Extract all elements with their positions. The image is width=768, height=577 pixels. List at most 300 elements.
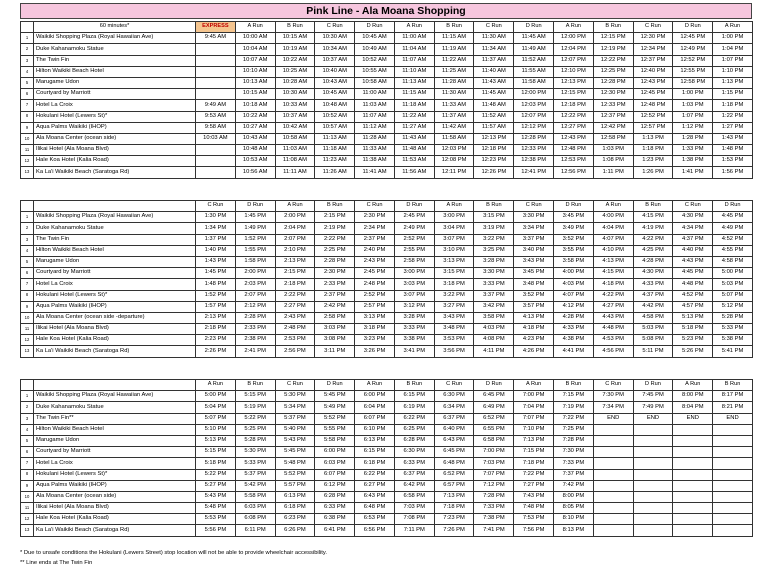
time-cell: 1:30 PM	[196, 212, 236, 223]
time-cell: 6:56 PM	[355, 525, 395, 536]
time-cell	[196, 167, 236, 178]
time-cell: 2:27 PM	[275, 301, 315, 312]
time-cell: 3:48 PM	[514, 279, 554, 290]
time-cell: 11:53 AM	[394, 156, 434, 167]
stop-number: 10	[21, 312, 34, 323]
stop-name: Waikiki Shopping Plaza (Royal Hawaiian Ave)	[34, 391, 196, 402]
run-header: C Run	[315, 22, 355, 33]
table-row	[21, 234, 753, 245]
run-header: D Run	[554, 201, 594, 212]
time-cell: 6:10 PM	[355, 424, 395, 435]
time-cell: 7:34 PM	[593, 402, 633, 413]
time-cell: 2:19 PM	[315, 223, 355, 234]
time-cell	[593, 447, 633, 458]
stop-number: 12	[21, 514, 34, 525]
time-cell: 1:57 PM	[196, 301, 236, 312]
time-cell: 8:04 PM	[673, 402, 713, 413]
time-cell: 4:37 PM	[673, 234, 713, 245]
time-cell: 4:04 PM	[593, 223, 633, 234]
time-cell: 7:33 PM	[554, 458, 594, 469]
time-cell: 3:25 PM	[474, 245, 514, 256]
time-cell: 8:00 PM	[554, 491, 594, 502]
time-cell: 1:43 PM	[196, 256, 236, 267]
time-cell: 12:55 PM	[673, 66, 713, 77]
time-cell: 5:07 PM	[713, 290, 753, 301]
time-cell: 1:13 PM	[713, 77, 753, 88]
stop-name: Ilikai Hotel (Ala Moana Blvd)	[34, 324, 196, 335]
time-cell: 12:18 PM	[474, 145, 514, 156]
table-row	[21, 525, 753, 536]
time-cell: 6:13 PM	[275, 491, 315, 502]
time-cell: 2:12 PM	[235, 301, 275, 312]
time-cell: 12:23 PM	[474, 156, 514, 167]
time-cell: 12:57 PM	[633, 122, 673, 133]
time-cell: 11:28 AM	[355, 133, 395, 144]
time-cell	[196, 66, 236, 77]
time-cell: 4:48 PM	[593, 324, 633, 335]
time-cell: 4:40 PM	[673, 245, 713, 256]
run-header: C Run	[275, 380, 315, 391]
time-cell: 8:10 PM	[554, 514, 594, 525]
time-cell: 5:37 PM	[235, 469, 275, 480]
time-cell: 10:48 AM	[235, 145, 275, 156]
stop-name: Ala Moana Center (ocean side -departure)	[34, 312, 196, 323]
time-cell: 3:45 PM	[514, 268, 554, 279]
time-cell: 5:15 PM	[235, 391, 275, 402]
time-cell: 6:33 PM	[315, 503, 355, 514]
time-cell: 4:55 PM	[713, 245, 753, 256]
time-cell: 6:58 PM	[474, 435, 514, 446]
time-cell: 7:26 PM	[434, 525, 474, 536]
time-cell: 4:38 PM	[554, 335, 594, 346]
time-cell: 3:38 PM	[394, 335, 434, 346]
time-cell: 4:15 PM	[633, 212, 673, 223]
time-cell: 7:22 PM	[514, 469, 554, 480]
time-cell: 2:52 PM	[394, 234, 434, 245]
time-cell: 7:42 PM	[554, 480, 594, 491]
time-cell: 11:34 AM	[474, 44, 514, 55]
time-cell: 10:45 AM	[355, 33, 395, 44]
time-cell: 10:15 AM	[275, 33, 315, 44]
table-row	[21, 301, 753, 312]
time-cell: 9:53 AM	[196, 111, 236, 122]
stop-number: 5	[21, 256, 34, 267]
time-cell: 8:17 PM	[713, 391, 753, 402]
page-title: Pink Line - Ala Moana Shopping	[20, 3, 752, 19]
time-cell: 7:10 PM	[514, 424, 554, 435]
stop-name: Marugame Udon	[34, 77, 196, 88]
time-cell: 4:58 PM	[713, 256, 753, 267]
time-cell: 11:57 AM	[474, 122, 514, 133]
run-header: D Run	[394, 201, 434, 212]
stop-number: 3	[21, 55, 34, 66]
time-cell: 12:28 PM	[514, 133, 554, 144]
time-cell: 1:07 PM	[713, 55, 753, 66]
time-cell: 3:04 PM	[434, 223, 474, 234]
time-cell: 10:52 AM	[315, 111, 355, 122]
time-cell: 1:12 PM	[673, 122, 713, 133]
time-cell: 4:07 PM	[554, 290, 594, 301]
run-header: C Run	[196, 201, 236, 212]
time-cell: 6:55 PM	[474, 424, 514, 435]
time-cell: 4:13 PM	[593, 256, 633, 267]
stop-number: 6	[21, 447, 34, 458]
time-cell: 2:30 PM	[355, 212, 395, 223]
time-cell: 3:08 PM	[315, 335, 355, 346]
time-cell: 4:19 PM	[633, 223, 673, 234]
time-cell: 10:42 AM	[275, 122, 315, 133]
time-cell	[713, 458, 753, 469]
run-header: C Run	[633, 22, 673, 33]
time-cell: 11:30 AM	[434, 89, 474, 100]
time-cell: 5:34 PM	[275, 402, 315, 413]
time-cell: 5:33 PM	[713, 324, 753, 335]
time-cell: 4:57 PM	[673, 301, 713, 312]
time-cell	[673, 435, 713, 446]
time-cell: 1:28 PM	[673, 133, 713, 144]
run-header: B Run	[315, 201, 355, 212]
time-cell: 12:42 PM	[593, 122, 633, 133]
time-cell: 2:48 PM	[355, 279, 395, 290]
stop-name: Ka La'i Waikiki Beach (Saratoga Rd)	[34, 525, 196, 536]
time-cell: 7:07 PM	[514, 413, 554, 424]
header-label	[34, 201, 196, 212]
time-cell: 2:07 PM	[235, 290, 275, 301]
time-cell: 10:19 AM	[275, 44, 315, 55]
header-label: 60 minutes*	[34, 22, 196, 33]
time-cell: 8:13 PM	[554, 525, 594, 536]
time-cell: 6:48 PM	[434, 458, 474, 469]
time-cell: 1:40 PM	[196, 245, 236, 256]
time-cell	[593, 458, 633, 469]
time-cell: 5:10 PM	[196, 424, 236, 435]
time-cell: 5:56 PM	[196, 525, 236, 536]
time-cell	[673, 469, 713, 480]
time-cell: 2:42 PM	[315, 301, 355, 312]
time-cell: 2:56 PM	[275, 346, 315, 357]
stop-name: Hokulani Hotel (Lewers St)*	[34, 111, 196, 122]
stop-name: Hale Koa Hotel (Kalia Road)	[34, 514, 196, 525]
time-cell: 12:07 PM	[514, 111, 554, 122]
time-cell: 6:13 PM	[355, 435, 395, 446]
stop-name: Hale Koa Hotel (Kalia Road)	[34, 156, 196, 167]
stop-name: The Twin Fin	[34, 234, 196, 245]
table-row	[21, 167, 753, 178]
time-cell: 4:22 PM	[593, 290, 633, 301]
time-cell: 3:27 PM	[434, 301, 474, 312]
time-cell	[713, 503, 753, 514]
stop-number: 11	[21, 145, 34, 156]
time-cell: 12:22 PM	[554, 111, 594, 122]
time-cell: 10:04 AM	[235, 44, 275, 55]
stop-number: 2	[21, 44, 34, 55]
table-row	[21, 145, 753, 156]
footnote-line-end: ** Line ends at The Twin Fin	[20, 560, 93, 566]
time-cell: 6:43 PM	[355, 491, 395, 502]
time-cell: 4:52 PM	[713, 234, 753, 245]
time-cell: 12:41 PM	[514, 167, 554, 178]
time-cell: 1:03 PM	[593, 145, 633, 156]
time-cell: END	[713, 413, 753, 424]
table-row	[21, 55, 753, 66]
time-cell: 1:48 PM	[713, 145, 753, 156]
time-cell: 1:49 PM	[235, 223, 275, 234]
time-cell: 10:53 AM	[235, 156, 275, 167]
stop-number: 9	[21, 122, 34, 133]
time-cell: 6:30 PM	[394, 447, 434, 458]
time-cell: 6:08 PM	[235, 514, 275, 525]
stop-number: 10	[21, 491, 34, 502]
stop-number: 4	[21, 66, 34, 77]
time-cell: 9:49 AM	[196, 100, 236, 111]
time-cell: 2:22 PM	[315, 234, 355, 245]
time-cell: 3:42 PM	[474, 301, 514, 312]
time-cell: END	[633, 413, 673, 424]
run-header: C Run	[474, 22, 514, 33]
table-row	[21, 503, 753, 514]
time-cell: 10:55 AM	[355, 66, 395, 77]
time-cell: 7:37 PM	[554, 469, 594, 480]
time-cell: 4:03 PM	[474, 324, 514, 335]
time-cell: 5:00 PM	[196, 391, 236, 402]
time-cell: 10:56 AM	[235, 167, 275, 178]
time-cell: 10:49 AM	[355, 44, 395, 55]
time-cell: 4:18 PM	[593, 279, 633, 290]
time-cell: 10:30 AM	[315, 33, 355, 44]
time-cell: 11:58 AM	[514, 77, 554, 88]
time-cell	[196, 44, 236, 55]
time-cell	[633, 503, 673, 514]
stop-name: Hotel La Croix	[34, 279, 196, 290]
time-cell: 4:10 PM	[593, 245, 633, 256]
header-row	[21, 380, 753, 391]
stop-name: Duke Kahanamoku Statue	[34, 223, 196, 234]
time-cell: 12:37 PM	[593, 111, 633, 122]
table-row	[21, 212, 753, 223]
stop-name: Ilikai Hotel (Ala Moana Blvd)	[34, 145, 196, 156]
time-cell: 11:11 AM	[275, 167, 315, 178]
time-cell: 4:25 PM	[633, 245, 673, 256]
table-row	[21, 312, 753, 323]
run-header: C Run	[355, 201, 395, 212]
time-cell: 6:57 PM	[434, 480, 474, 491]
time-cell: 6:37 PM	[394, 469, 434, 480]
time-cell: 10:34 AM	[315, 44, 355, 55]
time-cell: 10:37 AM	[315, 55, 355, 66]
time-cell: 3:33 PM	[394, 324, 434, 335]
table-row	[21, 111, 753, 122]
time-cell: 2:25 PM	[315, 245, 355, 256]
header-label	[34, 380, 196, 391]
time-cell: 10:30 AM	[275, 89, 315, 100]
time-cell: 4:43 PM	[593, 312, 633, 323]
time-cell: 5:45 PM	[275, 447, 315, 458]
table-row	[21, 256, 753, 267]
time-cell: 1:03 PM	[673, 100, 713, 111]
time-cell	[593, 503, 633, 514]
time-cell: 10:07 AM	[235, 55, 275, 66]
time-cell: 3:28 PM	[394, 312, 434, 323]
time-cell: 11:10 AM	[394, 66, 434, 77]
time-cell: 11:28 AM	[434, 77, 474, 88]
time-cell: 6:45 PM	[434, 447, 474, 458]
stop-name: Waikiki Shopping Plaza (Royal Hawaiian Ave)	[34, 212, 196, 223]
time-cell: 7:04 PM	[514, 402, 554, 413]
stop-number: 8	[21, 290, 34, 301]
time-cell: 3:00 PM	[434, 212, 474, 223]
time-cell	[673, 491, 713, 502]
time-cell: 2:15 PM	[275, 268, 315, 279]
time-cell: 6:48 PM	[355, 503, 395, 514]
schedule-table-morning	[20, 21, 753, 179]
time-cell: 11:48 AM	[394, 145, 434, 156]
time-cell: 2:18 PM	[196, 324, 236, 335]
time-cell: 12:12 PM	[514, 122, 554, 133]
run-header: A Run	[554, 22, 594, 33]
run-header: D Run	[633, 380, 673, 391]
time-cell: 12:15 PM	[554, 89, 594, 100]
time-cell: 1:00 PM	[713, 33, 753, 44]
time-cell: 12:03 PM	[514, 100, 554, 111]
time-cell: 2:49 PM	[394, 223, 434, 234]
time-cell: 1:18 PM	[633, 145, 673, 156]
stop-name: Courtyard by Marriott	[34, 447, 196, 458]
time-cell: 6:18 PM	[275, 503, 315, 514]
time-cell: 1:13 PM	[633, 133, 673, 144]
table-row	[21, 447, 753, 458]
time-cell: 6:07 PM	[355, 413, 395, 424]
time-cell: 6:34 PM	[434, 402, 474, 413]
time-cell: 11:45 AM	[514, 33, 554, 44]
stop-number: 11	[21, 324, 34, 335]
time-cell: 7:30 PM	[593, 391, 633, 402]
time-cell: 6:27 PM	[355, 480, 395, 491]
header-row	[21, 201, 753, 212]
table-row	[21, 279, 753, 290]
table-row	[21, 324, 753, 335]
time-cell: 7:33 PM	[474, 503, 514, 514]
time-cell: 12:00 PM	[514, 89, 554, 100]
time-cell: 5:03 PM	[633, 324, 673, 335]
time-cell: 4:08 PM	[474, 335, 514, 346]
time-cell: 3:43 PM	[514, 256, 554, 267]
stop-name: Duke Kahanamoku Statue	[34, 402, 196, 413]
time-cell: 10:00 AM	[235, 33, 275, 44]
time-cell: 6:38 PM	[315, 514, 355, 525]
time-cell: 1:58 PM	[235, 256, 275, 267]
time-cell: 4:13 PM	[514, 312, 554, 323]
time-cell: 5:45 PM	[315, 391, 355, 402]
time-cell: 12:53 PM	[554, 156, 594, 167]
time-cell: 2:43 PM	[275, 312, 315, 323]
time-cell: 5:18 PM	[196, 458, 236, 469]
table-row	[21, 335, 753, 346]
time-cell: 7:22 PM	[554, 413, 594, 424]
time-cell: 6:37 PM	[434, 413, 474, 424]
stop-number: 6	[21, 268, 34, 279]
time-cell: 11:15 AM	[394, 89, 434, 100]
time-cell: 1:53 PM	[713, 156, 753, 167]
time-cell: 7:18 PM	[514, 458, 554, 469]
time-cell: 6:23 PM	[275, 514, 315, 525]
table-row	[21, 33, 753, 44]
time-cell	[196, 156, 236, 167]
time-cell: 6:41 PM	[315, 525, 355, 536]
time-cell: 7:43 PM	[514, 491, 554, 502]
time-cell	[633, 525, 673, 536]
time-cell: 6:30 PM	[434, 391, 474, 402]
run-header: A Run	[434, 201, 474, 212]
time-cell: 5:43 PM	[196, 491, 236, 502]
time-cell: 4:45 PM	[713, 212, 753, 223]
time-cell: 12:49 PM	[673, 44, 713, 55]
run-header: B Run	[235, 380, 275, 391]
time-cell: 7:03 PM	[394, 503, 434, 514]
time-cell: 10:15 AM	[235, 89, 275, 100]
time-cell: 12:33 PM	[514, 145, 554, 156]
table-row	[21, 89, 753, 100]
stop-name: Aqua Palms Waikiki (IHOP)	[34, 301, 196, 312]
header-row	[21, 22, 753, 33]
time-cell	[713, 480, 753, 491]
time-cell: 6:52 PM	[474, 413, 514, 424]
stop-number: 13	[21, 167, 34, 178]
run-header: D Run	[315, 380, 355, 391]
time-cell: 10:13 AM	[235, 77, 275, 88]
time-cell: 12:43 PM	[633, 77, 673, 88]
time-cell: 12:26 PM	[474, 167, 514, 178]
time-cell: 6:00 PM	[315, 447, 355, 458]
table-row	[21, 133, 753, 144]
run-header: A Run	[593, 201, 633, 212]
stop-number: 9	[21, 301, 34, 312]
time-cell	[673, 514, 713, 525]
stop-name: Courtyard by Marriott	[34, 268, 196, 279]
time-cell: 5:19 PM	[235, 402, 275, 413]
time-cell: 5:48 PM	[275, 458, 315, 469]
table-row	[21, 44, 753, 55]
table-row	[21, 480, 753, 491]
time-cell	[196, 89, 236, 100]
time-cell: 5:03 PM	[713, 279, 753, 290]
time-cell	[713, 514, 753, 525]
time-cell: 11:23 AM	[315, 156, 355, 167]
stop-number: 2	[21, 402, 34, 413]
time-cell: 5:13 PM	[196, 435, 236, 446]
time-cell: 2:58 PM	[315, 312, 355, 323]
time-cell: 6:22 PM	[355, 469, 395, 480]
time-cell: 7:30 PM	[554, 447, 594, 458]
table-row	[21, 66, 753, 77]
time-cell: 11:07 AM	[394, 55, 434, 66]
time-cell: 11:48 AM	[474, 100, 514, 111]
run-header: C Run	[673, 201, 713, 212]
run-header: A Run	[514, 380, 554, 391]
time-cell: 11:42 AM	[434, 122, 474, 133]
time-cell: 5:41 PM	[713, 346, 753, 357]
stop-number: 3	[21, 234, 34, 245]
time-cell: 5:49 PM	[315, 402, 355, 413]
time-cell: 12:58 PM	[673, 77, 713, 88]
time-cell: 10:48 AM	[315, 100, 355, 111]
time-cell: 11:03 AM	[355, 100, 395, 111]
time-cell: 4:48 PM	[673, 279, 713, 290]
time-cell: 5:52 PM	[315, 413, 355, 424]
time-cell: 3:57 PM	[514, 301, 554, 312]
stop-number: 13	[21, 346, 34, 357]
time-cell: 4:23 PM	[514, 335, 554, 346]
time-cell: 3:11 PM	[315, 346, 355, 357]
